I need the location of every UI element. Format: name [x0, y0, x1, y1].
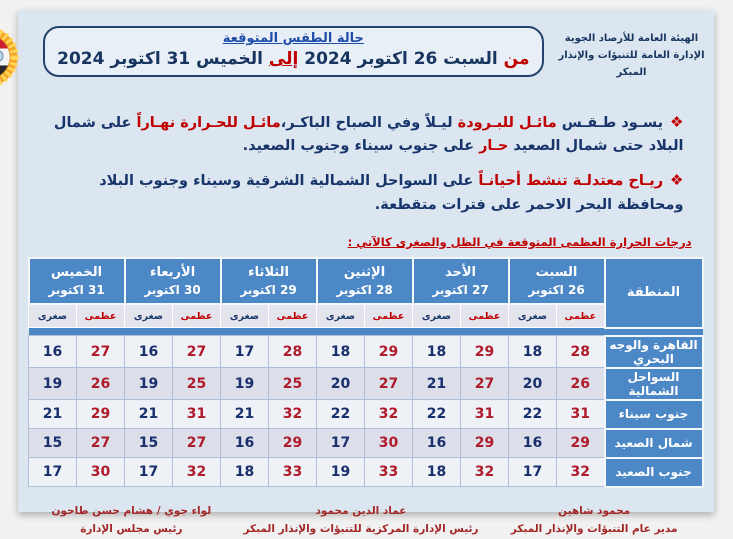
table-header-region: المنطقة [606, 258, 704, 328]
day-name: السبت [536, 264, 579, 280]
table-header-day-3 [318, 258, 414, 304]
table-row [30, 458, 704, 487]
max-temp-cell: 30 [78, 458, 126, 487]
table-header-day-4 [222, 258, 318, 304]
table-row [30, 368, 704, 400]
min-temp-cell: 16 [126, 336, 174, 368]
authority-line1: الهيئة العامة للأرصاد الجوية [565, 33, 700, 44]
text-segment: على السواحل الشمالية الشرقية وسيناء وجنوب البلاد ومحافظة البحر الاحمر على فترات متقطعة. [100, 173, 685, 213]
signatures [19, 488, 715, 539]
max-temp-cell: 30 [366, 429, 414, 458]
max-temp-cell: 26 [558, 368, 606, 400]
separator-cell [30, 328, 704, 336]
min-temp-cell: 18 [414, 458, 462, 487]
header [19, 18, 715, 90]
min-label: صغرى [510, 304, 558, 328]
min-temp-cell: 21 [414, 368, 462, 400]
text-segment: حـار [480, 138, 510, 155]
min-temp-cell: 20 [318, 368, 366, 400]
bullet-diamond-icon: ❖ [671, 113, 685, 131]
min-label: صغرى [30, 304, 78, 328]
region-name-cell: القاهرة والوجه البحري [606, 336, 704, 368]
max-temp-cell: 32 [462, 458, 510, 487]
max-temp-cell: 31 [558, 400, 606, 429]
min-temp-cell: 15 [30, 429, 78, 458]
min-temp-cell: 19 [222, 368, 270, 400]
min-temp-cell: 17 [30, 458, 78, 487]
text-segment: مائـل للحـرارة نهـاراً [137, 115, 282, 131]
signatory-name: عماد الدين محمود [316, 504, 408, 517]
authority-line2: الإدارة العامة للتنبؤات والإنذار المبكر [559, 50, 706, 78]
region-name-cell: شمال الصعيد [606, 429, 704, 458]
text-segment: على جنوب سيناء وجنوب الصعيد. [243, 138, 481, 155]
day-name: الخميس [51, 264, 104, 280]
min-temp-cell: 17 [222, 336, 270, 368]
max-label: عظمى [78, 304, 126, 328]
max-temp-cell: 29 [558, 429, 606, 458]
min-temp-cell: 16 [30, 336, 78, 368]
min-temp-cell: 19 [318, 458, 366, 487]
day-date: 31 اكتوبر [49, 283, 106, 298]
signatory-name: محمود شاهين [559, 504, 632, 517]
forecast-bullets [19, 110, 715, 217]
day-name: الأحد [445, 264, 477, 280]
title-box [44, 26, 544, 77]
temperature-table [29, 257, 705, 488]
region-name-cell: السواحل الشمالية [606, 368, 704, 400]
max-label: عظمى [462, 304, 510, 328]
min-temp-cell: 20 [510, 368, 558, 400]
signature-block-3 [53, 502, 213, 539]
min-temp-cell: 17 [510, 458, 558, 487]
max-temp-cell: 27 [366, 368, 414, 400]
min-temp-cell: 21 [222, 400, 270, 429]
max-temp-cell: 28 [270, 336, 318, 368]
text-segment: يسـود طـقـس [557, 115, 665, 131]
min-label: صغرى [126, 304, 174, 328]
max-temp-cell: 26 [78, 368, 126, 400]
signatory-name: لواء جوي / هشام حسن طاحون [52, 504, 213, 517]
min-temp-cell: 16 [414, 429, 462, 458]
table-row [30, 429, 704, 458]
max-label: عظمى [558, 304, 606, 328]
max-temp-cell: 25 [270, 368, 318, 400]
min-temp-cell: 17 [318, 429, 366, 458]
max-temp-cell: 25 [174, 368, 222, 400]
min-temp-cell: 16 [222, 429, 270, 458]
max-temp-cell: 29 [78, 400, 126, 429]
authority-name [557, 22, 709, 81]
signatory-title: رئيس مجلس الإدارة [81, 523, 184, 536]
max-temp-cell: 33 [270, 458, 318, 487]
max-temp-cell: 28 [558, 336, 606, 368]
meteorological-authority-logo-icon [0, 24, 22, 90]
min-temp-cell: 18 [222, 458, 270, 487]
max-temp-cell: 29 [462, 336, 510, 368]
max-label: عظمى [366, 304, 414, 328]
min-label: صغرى [414, 304, 462, 328]
max-temp-cell: 29 [462, 429, 510, 458]
min-temp-cell: 19 [126, 368, 174, 400]
text-segment: مائـل للبـرودة [458, 115, 558, 131]
min-label: صغرى [222, 304, 270, 328]
page-title: حالة الطقس المتوقعة [223, 31, 365, 46]
signatory-title: رئيس الإدارة المركزية للتنبؤات والإنذار المبكر [244, 523, 480, 536]
table-header-day-5 [126, 258, 222, 304]
region-name-cell: جنوب سيناء [606, 400, 704, 429]
from-label: من [504, 49, 531, 69]
table-separator-row [30, 328, 704, 336]
bullet-paragraph-2 [45, 168, 685, 216]
region-name-cell: جنوب الصعيد [606, 458, 704, 487]
min-temp-cell: 19 [30, 368, 78, 400]
max-temp-cell: 27 [174, 429, 222, 458]
max-temp-cell: 31 [174, 400, 222, 429]
table-row [30, 400, 704, 429]
max-temp-cell: 27 [462, 368, 510, 400]
max-temp-cell: 32 [270, 400, 318, 429]
day-date: 28 اكتوبر [337, 283, 394, 298]
signature-block-2 [244, 502, 479, 539]
day-date: 29 اكتوبر [241, 283, 298, 298]
bullet-diamond-icon: ❖ [671, 171, 685, 190]
from-date: السبت 26 اكتوبر 2024 [299, 49, 505, 69]
min-temp-cell: 15 [126, 429, 174, 458]
weather-bulletin-page [19, 10, 715, 536]
table-subheader-row [30, 304, 704, 328]
to-label: إلى [269, 49, 300, 69]
table-header-row [30, 258, 704, 304]
text-segment: على شمال البلاد حتى شمال الصعيد [54, 115, 685, 155]
day-date: 30 اكتوبر [145, 283, 202, 298]
day-name: الثلاثاء [249, 264, 290, 280]
min-temp-cell: 21 [126, 400, 174, 429]
max-temp-cell: 31 [462, 400, 510, 429]
max-temp-cell: 27 [78, 429, 126, 458]
signature-block-1 [512, 502, 679, 539]
min-temp-cell: 18 [510, 336, 558, 368]
table-header-day-1 [510, 258, 606, 304]
table-header-day-6 [30, 258, 126, 304]
min-label: صغرى [318, 304, 366, 328]
max-label: عظمى [174, 304, 222, 328]
min-temp-cell: 18 [318, 336, 366, 368]
max-temp-cell: 29 [366, 336, 414, 368]
min-temp-cell: 22 [318, 400, 366, 429]
min-temp-cell: 21 [30, 400, 78, 429]
max-label: عظمى [270, 304, 318, 328]
day-name: الأربعاء [150, 264, 197, 280]
to-date: الخميس 31 اكتوبر 2024 [58, 49, 270, 69]
date-range [58, 49, 530, 69]
max-temp-cell: 27 [78, 336, 126, 368]
table-caption: درجات الحرارة العظمى المتوقعة في الظل والصغرى كالآتي : [348, 234, 693, 249]
max-temp-cell: 32 [558, 458, 606, 487]
table-row [30, 336, 704, 368]
max-temp-cell: 32 [174, 458, 222, 487]
max-temp-cell: 27 [174, 336, 222, 368]
text-segment: ريـاح معتدلـة تنشط أحيانـاً [479, 173, 665, 190]
signatory-title: مدير عام التنبؤات والإنذار المبكر [511, 523, 679, 536]
max-temp-cell: 33 [366, 458, 414, 487]
max-temp-cell: 32 [366, 400, 414, 429]
bullet-paragraph-1 [45, 110, 685, 158]
min-temp-cell: 18 [414, 336, 462, 368]
min-temp-cell: 16 [510, 429, 558, 458]
day-date: 26 اكتوبر [529, 283, 586, 298]
day-date: 27 اكتوبر [433, 283, 490, 298]
max-temp-cell: 29 [270, 429, 318, 458]
day-name: الإثنين [344, 264, 387, 280]
table-header-day-2 [414, 258, 510, 304]
min-temp-cell: 22 [510, 400, 558, 429]
text-segment: ليـلاً وفي الصباح الباكـر، [281, 115, 459, 131]
min-temp-cell: 17 [126, 458, 174, 487]
min-temp-cell: 22 [414, 400, 462, 429]
